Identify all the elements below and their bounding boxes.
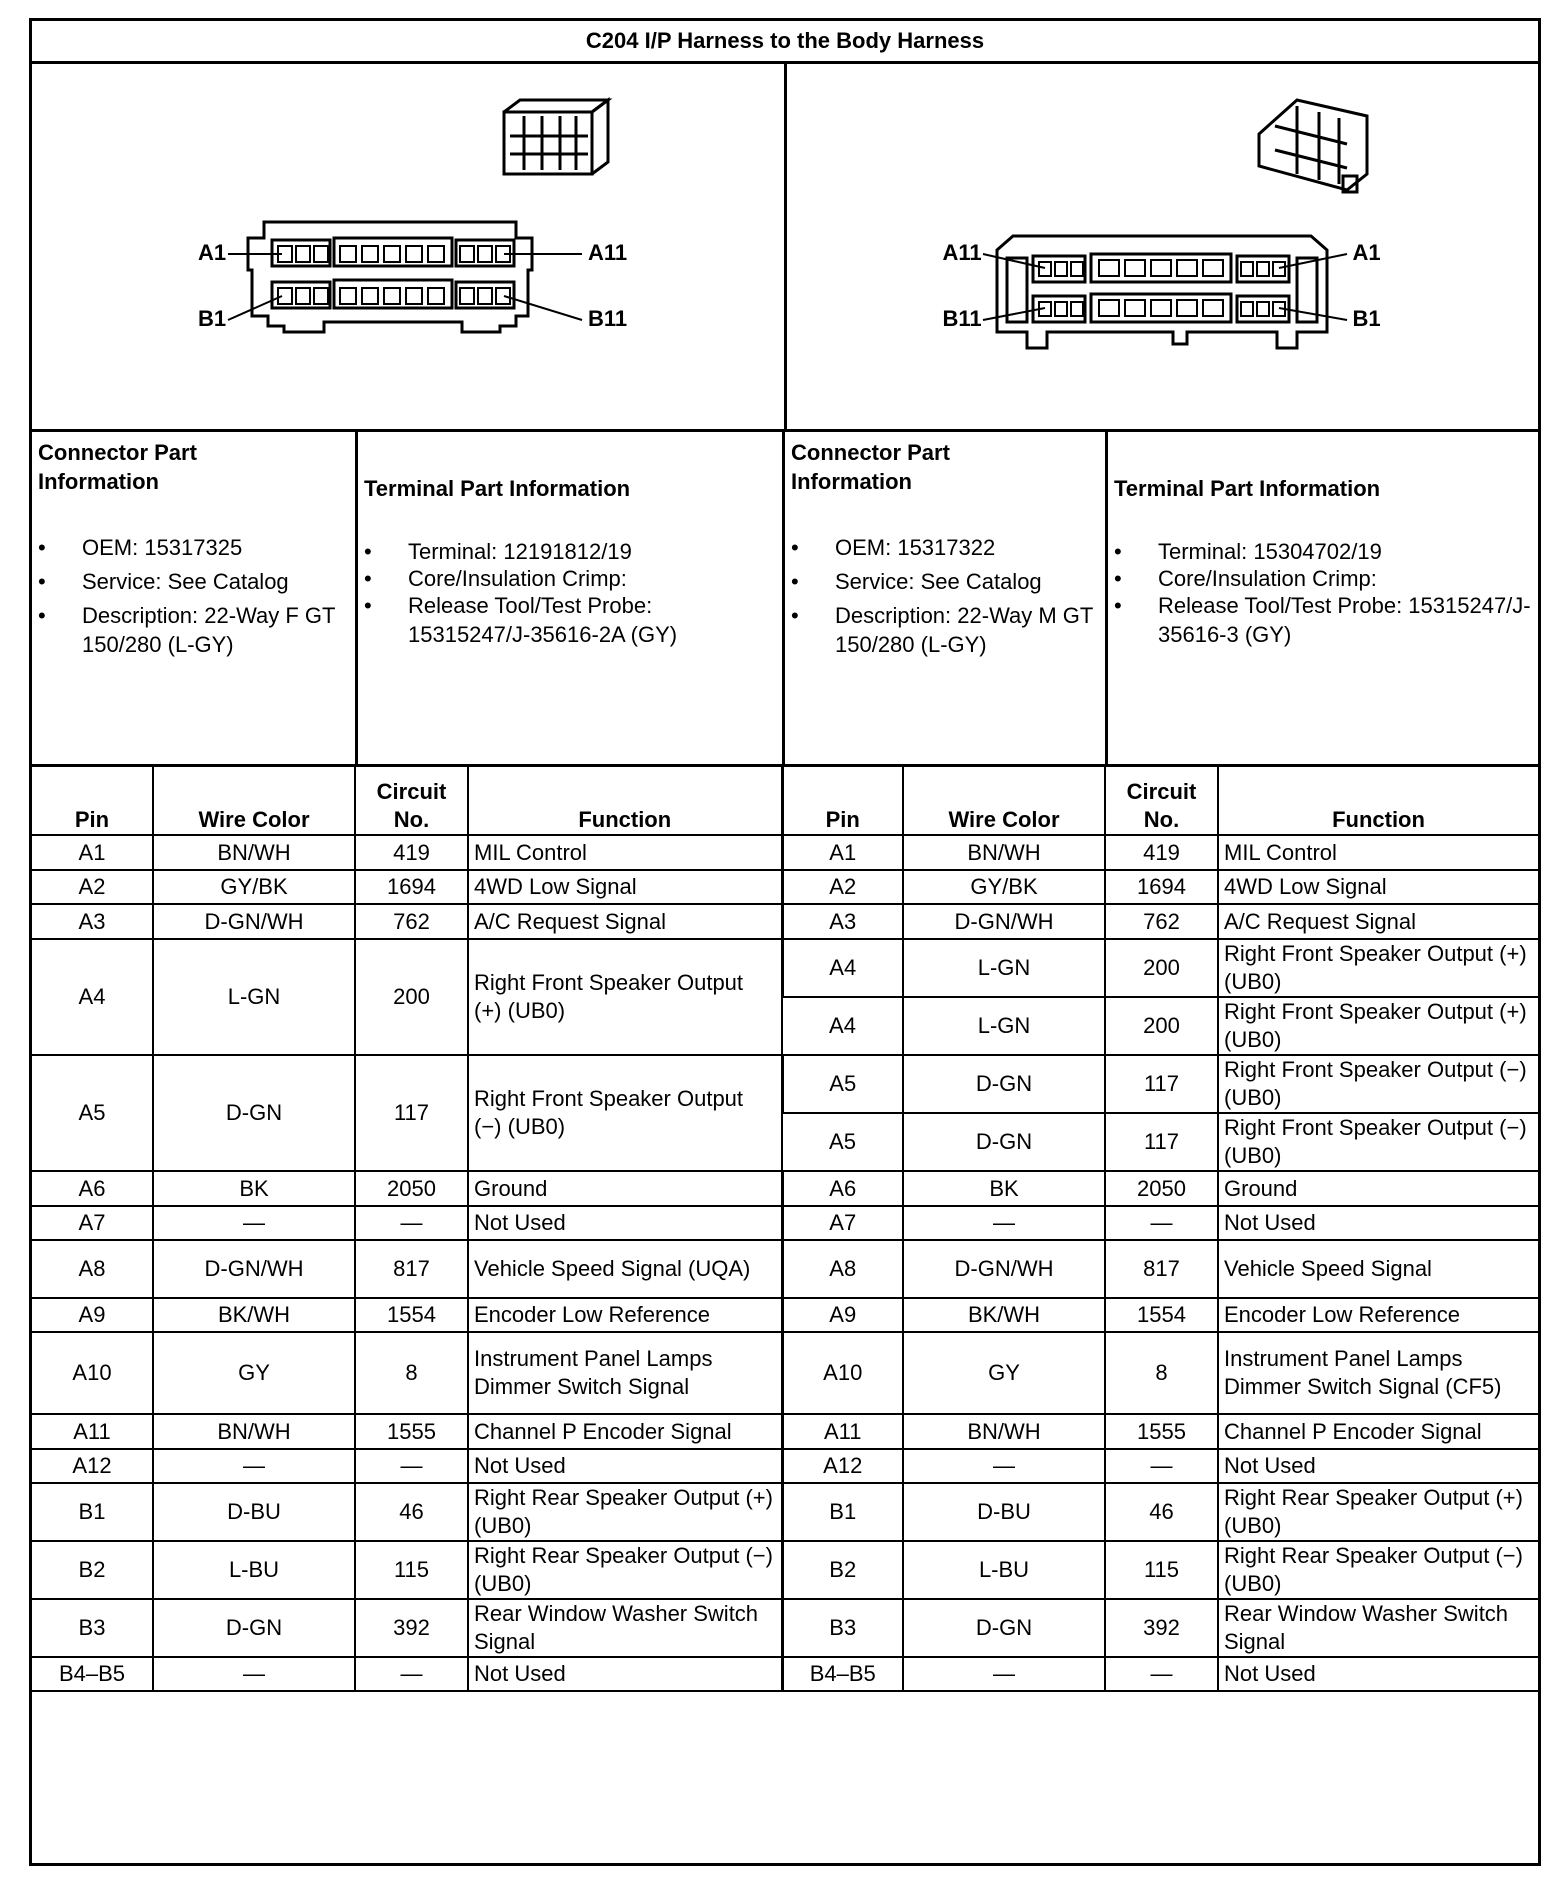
- circuit-cell: 419: [1105, 835, 1218, 870]
- function-cell: Right Rear Speaker Output (+) (UB0): [1218, 1483, 1538, 1541]
- circuit-cell: —: [355, 1657, 468, 1691]
- pin-label-b11: B11: [588, 306, 628, 331]
- pin-cell: A8: [32, 1240, 153, 1298]
- wire-color-cell: —: [153, 1657, 355, 1691]
- connector-drawings: [32, 64, 1538, 432]
- function-cell: Not Used: [1218, 1449, 1538, 1483]
- column-header-function: Function: [1218, 767, 1538, 835]
- connector-face-view: [248, 222, 532, 332]
- connector-info-title: Connector Part Information: [791, 440, 950, 494]
- function-cell: Right Rear Speaker Output (−) (UB0): [468, 1541, 782, 1599]
- circuit-cell: 46: [355, 1483, 468, 1541]
- function-cell: Not Used: [468, 1657, 782, 1691]
- function-cell: Not Used: [1218, 1206, 1538, 1240]
- function-cell: Channel P Encoder Signal: [1218, 1414, 1538, 1449]
- wire-color-cell: BN/WH: [153, 1414, 355, 1449]
- pin-cell: A11: [782, 1414, 903, 1449]
- table-row: [32, 1414, 1538, 1449]
- table-row: [32, 1298, 1538, 1332]
- table-row: [32, 1657, 1538, 1691]
- wire-color-cell: L-BU: [153, 1541, 355, 1599]
- pin-cell: A11: [32, 1414, 153, 1449]
- table-row: [32, 1055, 1538, 1113]
- column-header-circuit: Circuit No.: [355, 767, 468, 835]
- pin-cell: A2: [782, 870, 903, 904]
- function-cell: MIL Control: [1218, 835, 1538, 870]
- circuit-cell: 817: [1105, 1240, 1218, 1298]
- function-cell: Encoder Low Reference: [468, 1298, 782, 1332]
- connector-description: • Description: 22-Way F GT 150/280 (L-GY): [82, 601, 349, 659]
- circuit-cell: 8: [1105, 1332, 1218, 1414]
- function-cell: MIL Control: [468, 835, 782, 870]
- right-connector-drawing: [784, 64, 1539, 429]
- circuit-cell: 1555: [355, 1414, 468, 1449]
- circuit-cell: 419: [355, 835, 468, 870]
- pin-cell: A9: [32, 1298, 153, 1332]
- pin-cell: A8: [782, 1240, 903, 1298]
- pin-cell: B2: [32, 1541, 153, 1599]
- wire-color-cell: D-GN/WH: [903, 1240, 1105, 1298]
- wire-color-cell: GY: [903, 1332, 1105, 1414]
- pin-label-a1: A1: [1352, 240, 1381, 265]
- pin-cell: A6: [32, 1171, 153, 1206]
- circuit-cell: 115: [355, 1541, 468, 1599]
- function-cell: Right Rear Speaker Output (−) (UB0): [1218, 1541, 1538, 1599]
- column-header-function: Function: [468, 767, 782, 835]
- function-cell: Ground: [1218, 1171, 1538, 1206]
- wire-color-cell: BK: [903, 1171, 1105, 1206]
- terminal-number: • Terminal: 15304702/19: [1158, 537, 1532, 566]
- right-connector-info: [782, 432, 1105, 764]
- terminal-number: • Terminal: 12191812/19: [408, 537, 776, 566]
- function-cell: Instrument Panel Lamps Dimmer Switch Signal: [468, 1332, 782, 1414]
- wire-color-cell: D-GN: [903, 1599, 1105, 1657]
- function-cell: A/C Request Signal: [1218, 904, 1538, 939]
- circuit-cell: —: [1105, 1206, 1218, 1240]
- pin-cell: B3: [782, 1599, 903, 1657]
- pin-label-a11: A11: [942, 240, 982, 265]
- terminal-info-list: [364, 537, 776, 649]
- function-cell: Channel P Encoder Signal: [468, 1414, 782, 1449]
- release-tool: • Release Tool/Test Probe: 15315247/J-35616-2A (GY): [408, 591, 776, 649]
- pin-cell: A7: [32, 1206, 153, 1240]
- pin-cell: B1: [32, 1483, 153, 1541]
- function-cell: Right Front Speaker Output (−) (UB0): [468, 1055, 782, 1171]
- column-header-wire-color: Wire Color: [153, 767, 355, 835]
- wire-color-cell: L-GN: [153, 939, 355, 1055]
- pin-cell: B1: [782, 1483, 903, 1541]
- function-cell: Right Front Speaker Output (+) (UB0): [468, 939, 782, 1055]
- wire-color-cell: D-GN: [153, 1055, 355, 1171]
- pin-cell: A12: [782, 1449, 903, 1483]
- wire-color-cell: BN/WH: [903, 835, 1105, 870]
- column-header-wire-color: Wire Color: [903, 767, 1105, 835]
- page-title: C204 I/P Harness to the Body Harness: [32, 21, 1538, 64]
- pin-cell: A10: [32, 1332, 153, 1414]
- function-cell: Not Used: [1218, 1657, 1538, 1691]
- circuit-cell: —: [1105, 1657, 1218, 1691]
- table-row: [32, 1206, 1538, 1240]
- circuit-cell: 762: [355, 904, 468, 939]
- circuit-cell: 392: [1105, 1599, 1218, 1657]
- wire-color-cell: —: [903, 1657, 1105, 1691]
- pin-cell: A1: [782, 835, 903, 870]
- table-row: [32, 1541, 1538, 1599]
- circuit-cell: 2050: [1105, 1171, 1218, 1206]
- connector-sheet: [29, 18, 1541, 1866]
- function-cell: Right Front Speaker Output (+) (UB0): [1218, 939, 1538, 997]
- table-row: [32, 1483, 1538, 1541]
- circuit-cell: 817: [355, 1240, 468, 1298]
- pin-cell: B2: [782, 1541, 903, 1599]
- connector-info-title: Connector Part Information: [38, 440, 197, 494]
- pin-cell: A10: [782, 1332, 903, 1414]
- connector-face-view: [997, 236, 1327, 348]
- pin-cell: A12: [32, 1449, 153, 1483]
- wire-color-cell: —: [903, 1449, 1105, 1483]
- wire-color-cell: —: [903, 1206, 1105, 1240]
- circuit-cell: 117: [1105, 1113, 1218, 1171]
- pin-cell: B3: [32, 1599, 153, 1657]
- connector-info-list: [791, 533, 1099, 659]
- function-cell: Right Front Speaker Output (+) (UB0): [1218, 997, 1538, 1055]
- terminal-info-list: [1114, 537, 1532, 649]
- wire-color-cell: GY/BK: [153, 870, 355, 904]
- column-header-pin: Pin: [782, 767, 903, 835]
- circuit-cell: 2050: [355, 1171, 468, 1206]
- wire-color-cell: L-BU: [903, 1541, 1105, 1599]
- table-row: [32, 1599, 1538, 1657]
- left-connector-info: [32, 432, 355, 764]
- circuit-cell: 1694: [355, 870, 468, 904]
- function-cell: Ground: [468, 1171, 782, 1206]
- pin-label-a11: A11: [588, 240, 628, 265]
- left-terminal-info: [355, 432, 782, 764]
- wire-color-cell: L-GN: [903, 939, 1105, 997]
- wire-color-cell: BN/WH: [903, 1414, 1105, 1449]
- circuit-cell: 200: [1105, 939, 1218, 997]
- circuit-cell: 200: [1105, 997, 1218, 1055]
- wire-color-cell: L-GN: [903, 997, 1105, 1055]
- pin-label-b1: B1: [1352, 306, 1381, 331]
- circuit-cell: —: [355, 1449, 468, 1483]
- pin-label-a1: A1: [198, 240, 227, 265]
- circuit-cell: 117: [1105, 1055, 1218, 1113]
- table-row: [32, 1240, 1538, 1298]
- function-cell: Not Used: [468, 1449, 782, 1483]
- wire-color-cell: D-GN/WH: [153, 1240, 355, 1298]
- wire-color-cell: D-BU: [903, 1483, 1105, 1541]
- service-info: • Service: See Catalog: [82, 567, 349, 596]
- pin-cell: A5: [32, 1055, 153, 1171]
- function-cell: Right Rear Speaker Output (+) (UB0): [468, 1483, 782, 1541]
- connector-3d-view: [1259, 100, 1367, 192]
- wire-color-cell: BK/WH: [153, 1298, 355, 1332]
- circuit-cell: —: [355, 1206, 468, 1240]
- pin-cell: A1: [32, 835, 153, 870]
- terminal-cavities: [1039, 260, 1285, 316]
- table-row: [32, 1332, 1538, 1414]
- pin-label-b1: B1: [198, 306, 227, 331]
- connector-info-list: [38, 533, 349, 659]
- function-cell: Right Front Speaker Output (−) (UB0): [1218, 1055, 1538, 1113]
- crimp-info: • Core/Insulation Crimp:: [408, 564, 776, 593]
- right-terminal-info: [1105, 432, 1538, 764]
- pin-cell: B4–B5: [782, 1657, 903, 1691]
- circuit-cell: 8: [355, 1332, 468, 1414]
- pin-cell: A5: [782, 1113, 903, 1171]
- left-connector-drawing: [32, 64, 784, 429]
- pin-cell: A7: [782, 1206, 903, 1240]
- table-row: [32, 1449, 1538, 1483]
- pin-cell: A3: [782, 904, 903, 939]
- male-connector-illustration: [787, 64, 1537, 429]
- pinout-table: [32, 767, 1538, 1692]
- table-row: [32, 904, 1538, 939]
- terminal-cavities: [278, 246, 510, 304]
- circuit-cell: 1555: [1105, 1414, 1218, 1449]
- table-row: [32, 835, 1538, 870]
- circuit-cell: —: [1105, 1449, 1218, 1483]
- circuit-cell: 117: [355, 1055, 468, 1171]
- connector-3d-view: [504, 100, 608, 174]
- terminal-info-title: Terminal Part Information: [364, 476, 631, 501]
- function-cell: Instrument Panel Lamps Dimmer Switch Signal (CF5): [1218, 1332, 1538, 1414]
- pin-cell: A4: [782, 939, 903, 997]
- connector-description: • Description: 22-Way M GT 150/280 (L-GY): [835, 601, 1099, 659]
- pin-cell: A2: [32, 870, 153, 904]
- wire-color-cell: GY/BK: [903, 870, 1105, 904]
- oem-number: • OEM: 15317322: [835, 533, 1099, 562]
- circuit-cell: 115: [1105, 1541, 1218, 1599]
- wire-color-cell: D-GN: [903, 1055, 1105, 1113]
- pin-cell: A3: [32, 904, 153, 939]
- pin-cell: A4: [32, 939, 153, 1055]
- female-connector-illustration: [32, 64, 782, 429]
- service-info: • Service: See Catalog: [835, 567, 1099, 596]
- function-cell: Not Used: [468, 1206, 782, 1240]
- wire-color-cell: —: [153, 1449, 355, 1483]
- circuit-cell: 46: [1105, 1483, 1218, 1541]
- crimp-info: • Core/Insulation Crimp:: [1158, 564, 1532, 593]
- function-cell: Rear Window Washer Switch Signal: [1218, 1599, 1538, 1657]
- pin-label-b11: B11: [942, 306, 982, 331]
- wire-color-cell: GY: [153, 1332, 355, 1414]
- pin-cell: A5: [782, 1055, 903, 1113]
- wire-color-cell: D-GN: [153, 1599, 355, 1657]
- circuit-cell: 392: [355, 1599, 468, 1657]
- pin-cell: A4: [782, 997, 903, 1055]
- pin-cell: B4–B5: [32, 1657, 153, 1691]
- wire-color-cell: BK/WH: [903, 1298, 1105, 1332]
- function-cell: Rear Window Washer Switch Signal: [468, 1599, 782, 1657]
- table-header-row: [32, 767, 1538, 835]
- function-cell: A/C Request Signal: [468, 904, 782, 939]
- wire-color-cell: D-GN: [903, 1113, 1105, 1171]
- circuit-cell: 762: [1105, 904, 1218, 939]
- column-header-circuit: Circuit No.: [1105, 767, 1218, 835]
- pinout-table-body: [32, 835, 1538, 1691]
- wire-color-cell: BN/WH: [153, 835, 355, 870]
- wire-color-cell: —: [153, 1206, 355, 1240]
- column-header-pin: Pin: [32, 767, 153, 835]
- table-row: [32, 1171, 1538, 1206]
- circuit-cell: 1554: [1105, 1298, 1218, 1332]
- wire-color-cell: D-BU: [153, 1483, 355, 1541]
- function-cell: Encoder Low Reference: [1218, 1298, 1538, 1332]
- wire-color-cell: D-GN/WH: [903, 904, 1105, 939]
- function-cell: Vehicle Speed Signal (UQA): [468, 1240, 782, 1298]
- pin-leader-lines: [983, 254, 1347, 320]
- pin-cell: A9: [782, 1298, 903, 1332]
- function-cell: Vehicle Speed Signal: [1218, 1240, 1538, 1298]
- function-cell: 4WD Low Signal: [468, 870, 782, 904]
- circuit-cell: 1554: [355, 1298, 468, 1332]
- part-information: [32, 432, 1538, 767]
- table-row: [32, 939, 1538, 997]
- function-cell: 4WD Low Signal: [1218, 870, 1538, 904]
- terminal-info-title: Terminal Part Information: [1114, 476, 1381, 501]
- table-row: [32, 870, 1538, 904]
- pin-cell: A6: [782, 1171, 903, 1206]
- circuit-cell: 1694: [1105, 870, 1218, 904]
- function-cell: Right Front Speaker Output (−) (UB0): [1218, 1113, 1538, 1171]
- release-tool: • Release Tool/Test Probe: 15315247/J-35616-3 (GY): [1158, 591, 1532, 649]
- wire-color-cell: D-GN/WH: [153, 904, 355, 939]
- circuit-cell: 200: [355, 939, 468, 1055]
- wire-color-cell: BK: [153, 1171, 355, 1206]
- oem-number: • OEM: 15317325: [82, 533, 349, 562]
